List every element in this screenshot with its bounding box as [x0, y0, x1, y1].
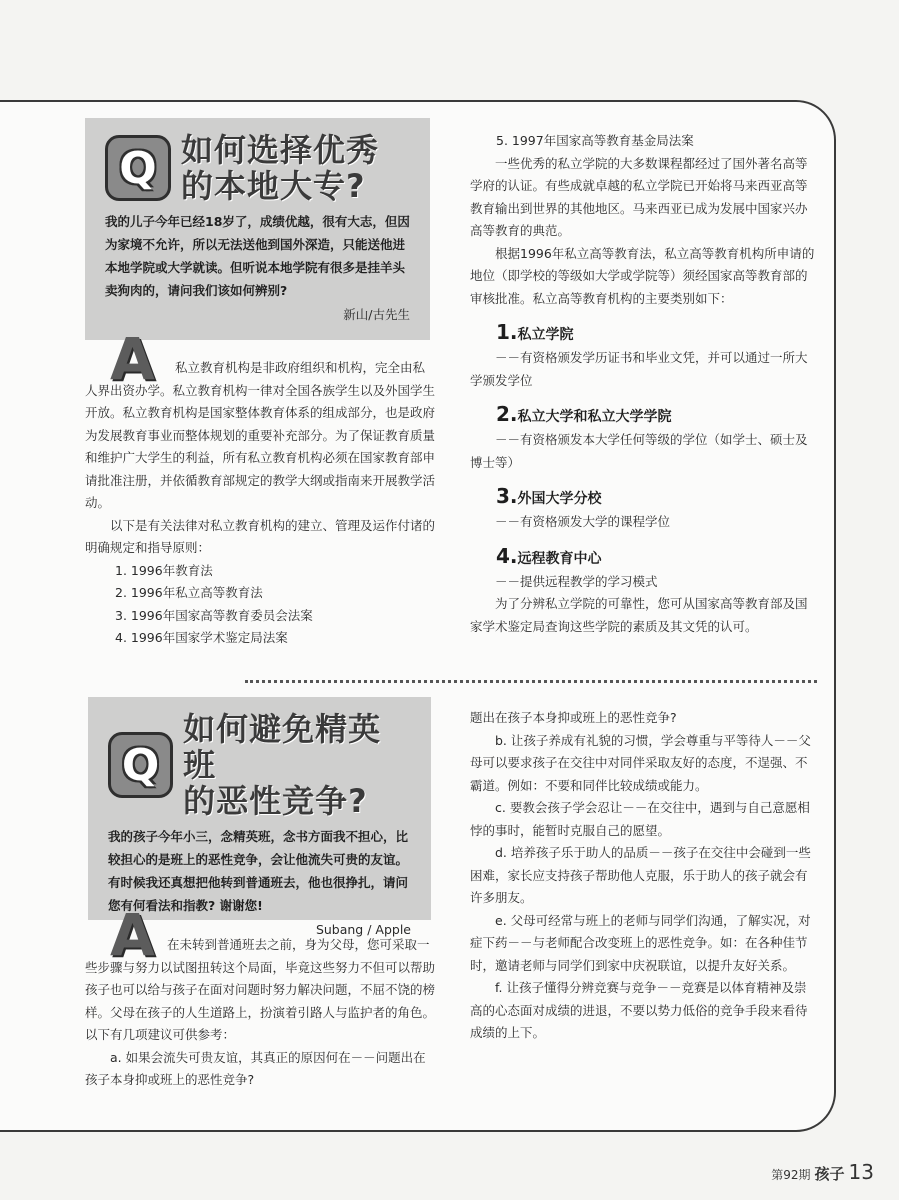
question-signature-1: 新山/古先生 — [343, 307, 410, 322]
answer-paragraph: 以下是有关法律对私立教育机构的建立、管理及运作付诸的明确规定和指导原则： — [85, 517, 436, 555]
question-header-1 — [105, 132, 410, 204]
question-title-line: 如何避免精英班 — [183, 710, 382, 784]
a-badge-icon: A — [110, 901, 155, 969]
category-description: －－提供远程教学的学习模式 — [495, 573, 658, 589]
category-heading: 3.外国大学分校 — [496, 484, 602, 508]
page-number: 13 — [848, 1160, 874, 1184]
issue-number: 第92期 — [771, 1168, 811, 1182]
category-description: －－有资格颁发学历证书和毕业文凭，并可以通过一所大学颁发学位 — [470, 350, 808, 388]
question-title-line: 如何选择优秀 — [181, 131, 380, 169]
law-item: 3. 1996年国家高等教育委员会法案 — [115, 607, 313, 623]
page-footer — [771, 1160, 874, 1184]
suggestion-continuation: 题出在孩子本身抑或班上的恶性竞争? — [470, 710, 677, 725]
law-item: 4. 1996年国家学术鉴定局法案 — [115, 630, 288, 645]
answer-paragraph: 为了分辨私立学院的可靠性，您可从国家高等教育部及国家学术鉴定局查询这些学院的素质及其文凭的认可。 — [470, 596, 808, 634]
category-heading: 1.私立学院 — [496, 320, 574, 344]
question-title-1 — [181, 132, 379, 204]
section-divider — [245, 680, 817, 683]
question-title-2 — [183, 711, 411, 819]
answer-paragraph: 一些优秀的私立学院的大多数课程都经过了国外著名高等学府的认证。有些成就卓越的私立学院已开始将马来西亚高等教育输出到世界的其他地区。马来西亚已成为发展中国家兴办高等教育的典范。 — [470, 155, 808, 238]
law-item: 2. 1996年私立高等教育法 — [115, 585, 263, 600]
question-text-1: 我的儿子今年已经18岁了，成绩优越，很有大志，但因为家境不允许，所以无法送他到国外深造，只能送他进本地学院或大学就读。但听说本地学院有很多是挂羊头卖狗肉的，请问我们该如何辨别? — [105, 214, 410, 298]
answer-1-left-column — [85, 357, 435, 650]
magazine-brand: 孩子 — [814, 1165, 845, 1183]
question-text-2: 我的孩子今年小三，念精英班，念书方面我不担心，比较担心的是班上的恶性竞争，会让他流失可贵的友谊。有时候我还真想把他转到普通班去，他也很挣扎，请问您有何看法和指教? 谢谢您! — [108, 829, 409, 913]
answer-2-right-column — [470, 707, 815, 1045]
question-signature-2: Subang / Apple — [315, 922, 411, 937]
category-heading: 4.远程教育中心 — [496, 543, 602, 568]
suggestion-item: d. 培养孩子乐于助人的品质－－孩子在交往中会碰到一些困难，家长应支持孩子帮助他人克服，乐于助人的孩子就会有许多朋友。 — [470, 845, 811, 905]
suggestion-item: e. 父母可经常与班上的老师与同学们沟通，了解实况，对症下药－－与老师配合改变班上的恶性竞争。如：在各种佳节时，邀请老师与同学们到家中庆祝联谊，以提升友好关系。 — [470, 912, 811, 973]
category-heading: 2.私立大学和私立大学学院 — [496, 402, 672, 426]
answer-paragraph: 私立教育机构是非政府组织和机构，完全由私人界出资办学。私立教育机构一律对全国各族学生以及外国学生开放。私立教育机构是国家整体教育体系的组成部分，也是政府为发展教育事业而整体规划的重要补充部分。为了保证教育质量和维护广大学生的利益，所有私立教育机构必须在国家教育部申请批准注册，并依循教育部规定的教学大纲或指南来开展教学活动。 — [85, 360, 436, 510]
suggestion-item: c. 要教会孩子学会忍让－－在交往中，遇到与自己意愿相悖的事时，能暂时克服自己的愿望。 — [470, 800, 810, 838]
answer-paragraph: 根据1996年私立高等教育法，私立高等教育机构所申请的地位（即学校的等级如大学或学院等）须经国家高等教育部的审核批准。私立高等教育机构的主要类别如下： — [470, 245, 815, 306]
a-badge-icon: A — [110, 325, 155, 393]
answer-2-left-column — [85, 934, 436, 1087]
suggestion-item: f. 让孩子懂得分辨竞赛与竞争－－竞赛是以体育精神及崇高的心态面对成绩的进退，不要以势力低俗的竞争手段来看待成绩的上下。 — [470, 980, 808, 1040]
answer-1-right-column — [470, 130, 815, 638]
category-description: －－有资格颁发本大学任何等级的学位（如学士、硕士及博士等） — [470, 432, 808, 470]
question-header-2 — [108, 711, 411, 819]
suggestion-item: b. 让孩子养成有礼貌的习惯，学会尊重与平等待人－－父母可以要求孩子在交往中对同伴采取友好的态度，不逞强、不霸道。例如：不要和同伴比较成绩或能力。 — [470, 732, 811, 793]
q-badge-icon: Q — [105, 135, 171, 201]
law-item: 1. 1996年教育法 — [115, 562, 213, 578]
suggestion-item: a. 如果会流失可贵友谊，其真正的原因何在－－问题出在孩子本身抑或班上的恶性竞争? — [85, 1049, 426, 1087]
category-description: －－有资格颁发大学的课程学位 — [495, 514, 671, 529]
q-badge-icon: Q — [108, 732, 173, 798]
question-box-1 — [85, 118, 430, 340]
law-item: 5. 1997年国家高等教育基金局法案 — [496, 133, 694, 148]
answer-paragraph: 在未转到普通班去之前，身为父母，您可采取一些步骤与努力以试图扭转这个局面，毕竟这些努力不但可以帮助孩子也可以给与孩子在面对问题时努力解决问题，不屈不饶的榜样。父母在孩子的人生道路上，扮演着引路人与监护者的角色。以下有几项建议可供参考： — [85, 937, 436, 1042]
question-title-line: 的恶性竞争? — [183, 782, 368, 820]
question-title-line: 的本地大专? — [181, 167, 366, 205]
question-box-2 — [88, 697, 431, 937]
